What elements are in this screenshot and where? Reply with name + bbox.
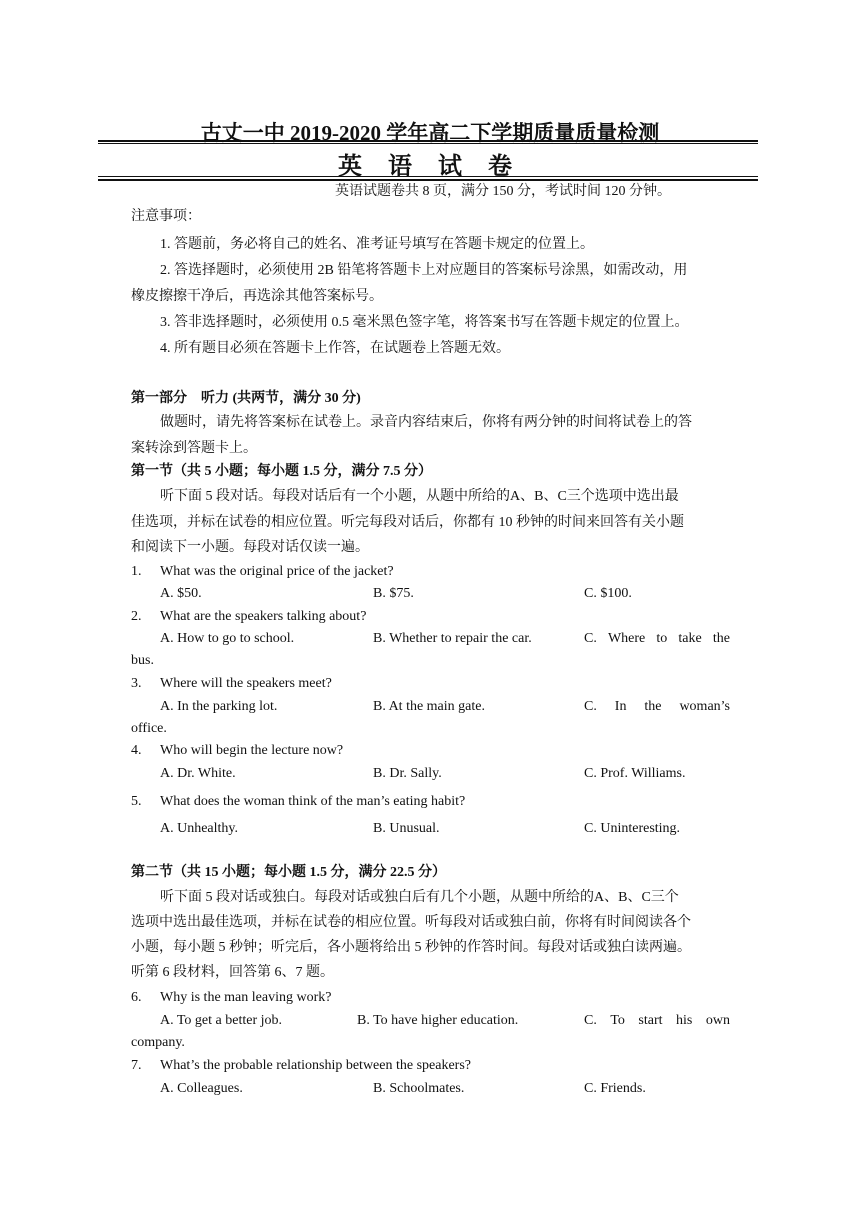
title-rule-top-thick [98,140,758,142]
option-a: A. Colleagues. [160,1081,243,1096]
question-number: 5. [131,794,142,809]
option-a: A. In the parking lot. [160,699,278,714]
question-number: 6. [131,990,142,1005]
option-c-continued: office. [131,721,167,736]
question-stem: Why is the man leaving work? [160,990,332,1005]
section2-intro: 小题，每小题 5 秒钟；听完后，各小题将给出 5 秒钟的作答时间。每段对话或独白读两遍。 [131,940,691,955]
section2-heading: 第二节（共 15 小题；每小题 1.5 分，满分 22.5 分） [131,865,446,880]
option-c-word: own [705,1013,730,1028]
option-c-word: the [712,631,730,646]
part1-heading: 第一部分 听力 (共两节，满分 30 分) [131,391,361,406]
question-stem: Who will begin the lecture now? [160,743,344,758]
question-stem: What’s the probable relationship between the speakers? [160,1058,471,1073]
option-c-continued: company. [131,1035,185,1050]
option-c-word: start [638,1013,663,1028]
question-stem: What does the woman think of the man’s eating habit? [160,794,466,809]
question-stem: What was the original price of the jacket? [160,564,394,579]
question-number: 4. [131,743,142,758]
question-number: 3. [131,676,142,691]
exam-title: 古丈一中 2019-2020 学年高二下学期质量质量检测 [200,121,660,145]
title-rule-bottom-thick [98,179,758,181]
note-item: 4. 所有题目必须在答题卡上作答，在试题卷上答题无效。 [160,341,510,356]
option-c-word: Where [607,631,646,646]
option-c [584,698,730,716]
option-c-word: to [656,631,668,646]
title-rule-bottom-thin [98,176,758,177]
option-c-word: take [678,631,702,646]
option-b: B. Whether to repair the car. [373,631,532,646]
exam-info: 英语试题卷共 8 页，满分 150 分，考试时间 120 分钟。 [335,184,671,199]
note-item: 2. 答选择题时，必须使用 2B 铅笔将答题卡上对应题目的答案标号涂黑，如需改动，用 [160,263,688,278]
section2-intro: 听下面 5 段对话或独白。每段对话或独白后有几个小题，从题中所给的A、B、C三个 [160,890,679,905]
option-c-continued: bus. [131,653,154,668]
option-c: C. Friends. [584,1081,646,1096]
option-a: A. Dr. White. [160,766,236,781]
option-b: B. Dr. Sally. [373,766,442,781]
section1-intro: 佳选项，并标在试卷的相应位置。听完每段对话后，你都有 10 秒钟的时间来回答有关小题 [131,515,684,530]
option-c-word: his [676,1013,693,1028]
subject-title: 英 语 试 卷 [338,154,522,180]
option-c [584,1012,730,1030]
question-number: 2. [131,609,142,624]
option-b: B. At the main gate. [373,699,485,714]
section1-heading: 第一节（共 5 小题；每小题 1.5 分，满分 7.5 分） [131,464,432,479]
section2-intro: 选项中选出最佳选项，并标在试卷的相应位置。听每段对话或独白前，你将有时间阅读各个 [131,915,691,930]
option-c: C. Uninteresting. [584,821,681,836]
option-a: A. To get a better job. [160,1013,283,1028]
note-item: 1. 答题前，务必将自己的姓名、准考证号填写在答题卡规定的位置上。 [160,237,594,252]
option-b: B. Unusual. [373,821,440,836]
option-c: C. $100. [584,586,632,601]
option-c-word: C. [584,631,597,646]
question-stem: Where will the speakers meet? [160,676,332,691]
title-rule-top-thin [98,143,758,144]
option-a: A. $50. [160,586,202,601]
part1-intro: 做题时，请先将答案标在试卷上。录音内容结束后，你将有两分钟的时间将试卷上的答 [160,415,692,430]
note-item: 3. 答非选择题时，必须使用 0.5 毫米黑色签字笔，将答案书写在答题卡规定的位置上。 [160,315,689,330]
option-a: A. How to go to school. [160,631,295,646]
option-b: B. Schoolmates. [373,1081,465,1096]
option-c-word: C. [584,699,597,714]
part1-intro: 案转涂到答题卡上。 [131,441,257,456]
question-number: 1. [131,564,142,579]
option-c [584,630,730,648]
option-c-word: In [614,699,627,714]
notes-heading: 注意事项： [131,209,201,224]
option-b: B. $75. [373,586,414,601]
note-item: 橡皮擦擦干净后，再选涂其他答案标号。 [131,289,383,304]
section1-intro: 听下面 5 段对话。每段对话后有一个小题，从题中所给的A、B、C三个选项中选出最 [160,489,679,504]
option-c-word: C. [584,1013,597,1028]
option-c: C. Prof. Williams. [584,766,686,781]
option-c-word: the [644,699,662,714]
section1-intro: 和阅读下一小题。每段对话仅读一遍。 [131,540,369,555]
option-a: A. Unhealthy. [160,821,239,836]
question-number: 7. [131,1058,142,1073]
section2-intro: 听第 6 段材料，回答第 6、7 题。 [131,965,334,980]
question-stem: What are the speakers talking about? [160,609,367,624]
option-c-word: To [610,1013,625,1028]
option-c-word: woman’s [679,699,730,714]
option-b: B. To have higher education. [357,1013,519,1028]
